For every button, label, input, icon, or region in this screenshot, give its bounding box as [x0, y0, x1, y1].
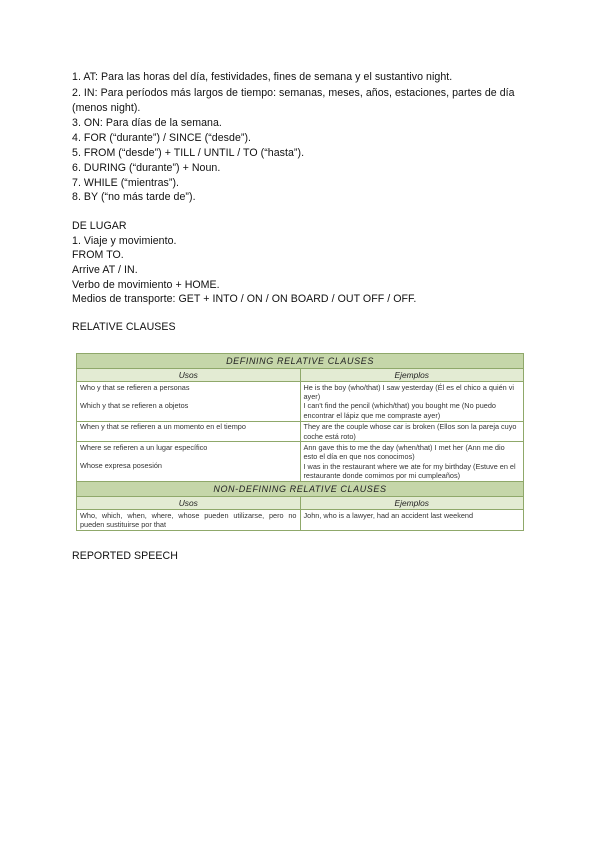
ejemplos-cell: They are the couple whose car is broken (Ellos son la pareja cuyo coche está roto) [300, 421, 524, 442]
column-header-ejemplos: Ejemplos [300, 369, 524, 382]
ejemplo-text: I was in the restaurant where we ate for my birthday (Estuve en el restaurante donde comimos por mi cumpleaños) [303, 461, 516, 481]
ejemplos-cell [300, 442, 524, 482]
column-header-usos: Usos [77, 369, 301, 382]
lugar-line: Arrive AT / IN. [72, 264, 138, 276]
usos-cell [77, 382, 301, 422]
lugar-line: 1. Viaje y movimiento. [72, 235, 177, 247]
usos-text: Which y that se refieren a objetos [80, 400, 189, 410]
table-row [77, 510, 524, 531]
table-row [77, 382, 524, 422]
usos-text: Who y that se refieren a personas [80, 382, 190, 392]
usos-cell: When y that se refieren a un momento en el tiempo [77, 421, 301, 442]
usos-text: Whose expresa posesión [80, 461, 162, 471]
table-row [77, 421, 524, 442]
list-item: 7. WHILE (“mientras”). [72, 177, 180, 189]
usos-cell [77, 442, 301, 482]
ejemplos-cell: John, who is a lawyer, had an accident last weekend [300, 510, 524, 531]
relative-clauses-table [76, 353, 524, 531]
ejemplo-text: He is the boy (who/that) I saw yesterday (Él es el chico a quién vi ayer) [303, 382, 514, 401]
ejemplo-text: Ann gave this to me the day (when/that) I met her (Ann me dio esto el día en que nos conocimos) [303, 442, 505, 462]
ejemplo-text: I can't find the pencil (which/that) you bought me (No puedo encontrar el lápiz que me compraste ayer) [303, 401, 496, 420]
lugar-line: Verbo de movimiento + HOME. [72, 279, 220, 291]
usos-text: Where se refieren a un lugar específico [80, 442, 208, 452]
table-row [77, 442, 524, 482]
list-item: 5. FROM (“desde”) + TILL / UNTIL / TO (“hasta”). [72, 147, 305, 159]
section-heading-reported-speech: REPORTED SPEECH [72, 550, 178, 562]
section-heading-relative-clauses: RELATIVE CLAUSES [72, 321, 176, 333]
usos-cell: Who, which, when, where, whose pueden utilizarse, pero no pueden sustituirse por that [77, 510, 301, 531]
defining-title: DEFINING RELATIVE CLAUSES [77, 354, 524, 369]
list-item: 2. IN: Para períodos más largos de tiempo: semanas, meses, años, estaciones, partes de día (menos night). [72, 87, 515, 114]
column-header-usos: Usos [77, 497, 301, 510]
column-header-ejemplos: Ejemplos [300, 497, 524, 510]
list-item: 3. ON: Para días de la semana. [72, 117, 222, 129]
list-item: 8. BY (“no más tarde de”). [72, 191, 196, 203]
section-heading-lugar: DE LUGAR [72, 220, 127, 232]
non-defining-title: NON-DEFINING RELATIVE CLAUSES [77, 482, 524, 497]
lugar-line: FROM TO. [72, 249, 124, 261]
list-item: 1. AT: Para las horas del día, festividades, fines de semana y el sustantivo night. [72, 71, 453, 83]
ejemplos-cell [300, 382, 524, 422]
lugar-line: Medios de transporte: GET + INTO / ON / ON BOARD / OUT OFF / OFF. [72, 293, 417, 305]
list-item: 6. DURING (“durante”) + Noun. [72, 162, 221, 174]
list-item: 4. FOR (“durante”) / SINCE (“desde”). [72, 132, 252, 144]
